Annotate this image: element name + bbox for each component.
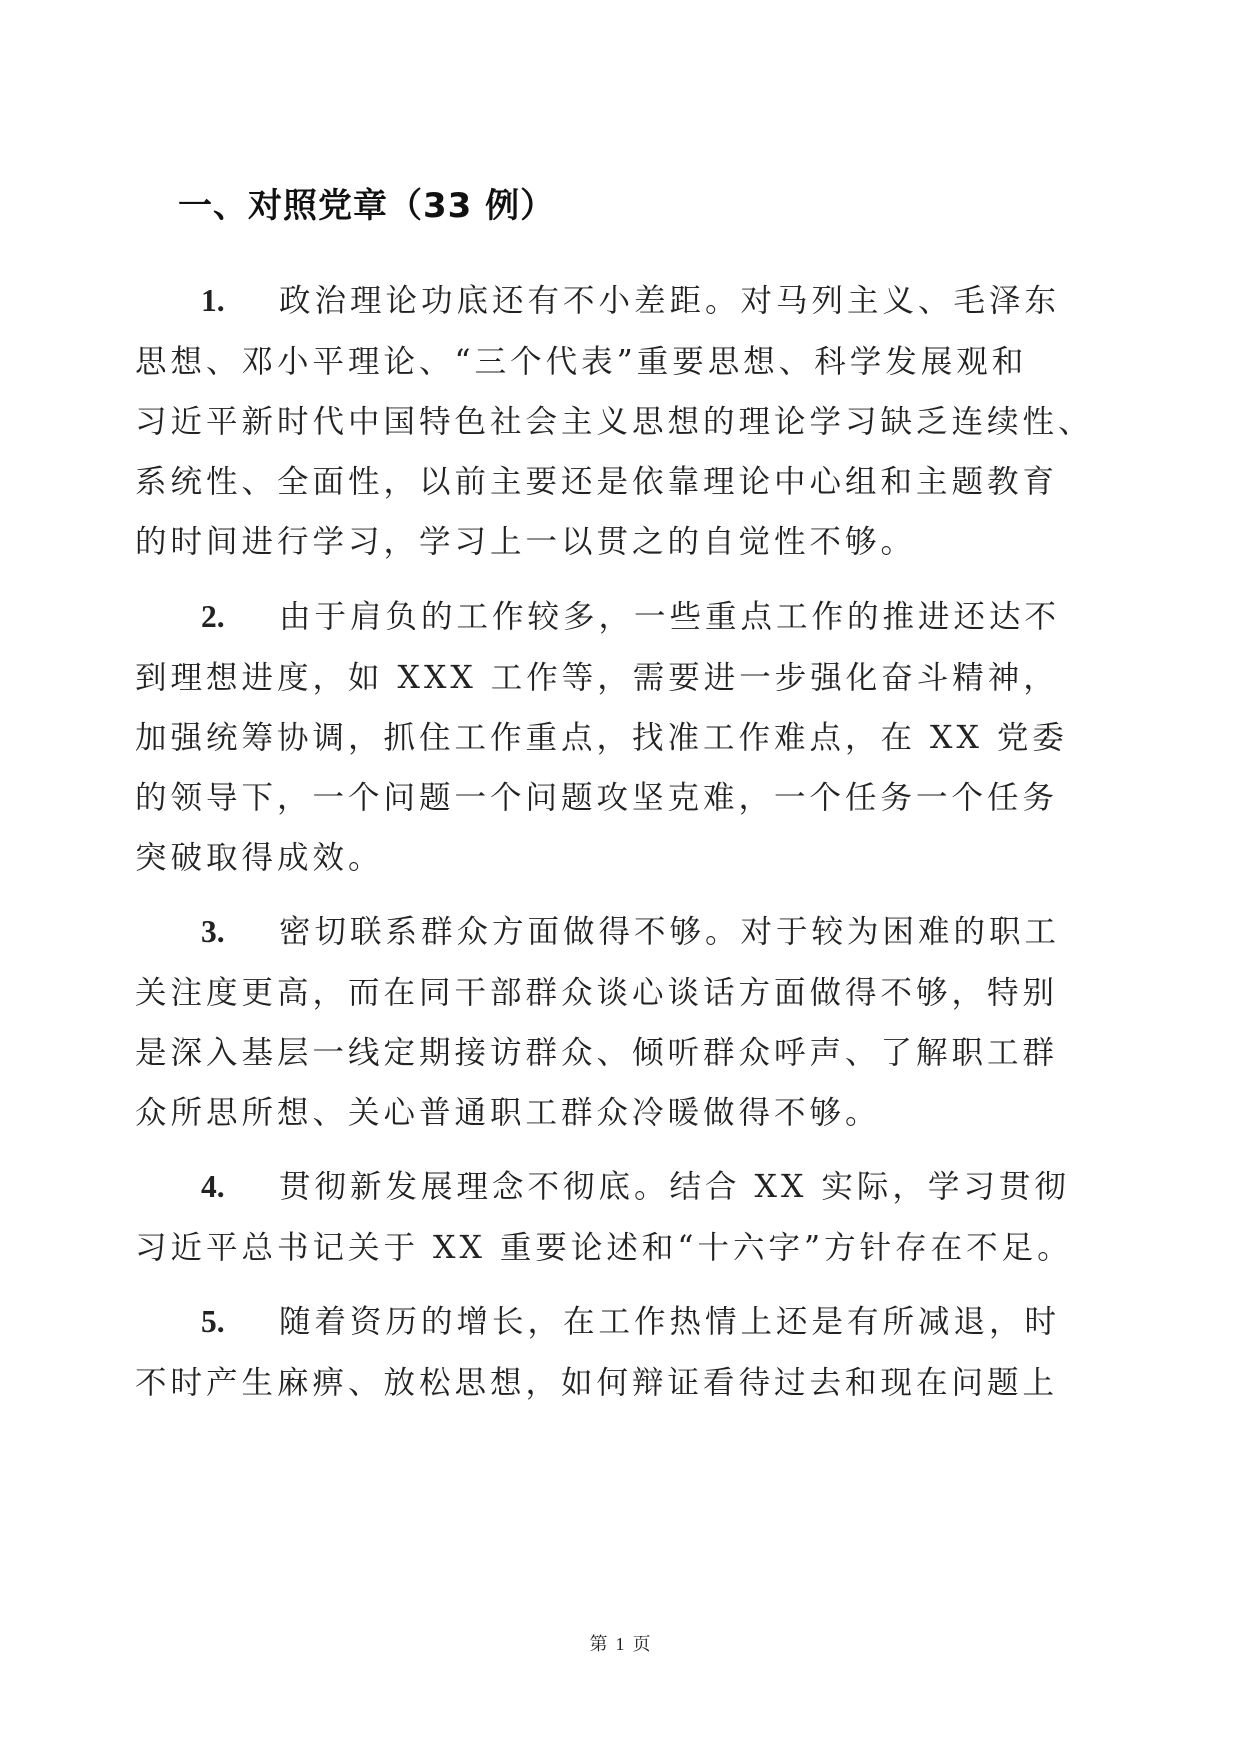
item-1-line-5: 的时间进行学习，学习上一以贯之的自觉性不够。 bbox=[135, 524, 917, 560]
item-3-line-1 bbox=[135, 907, 1195, 952]
item-5-text-1: 随着资历的增长，在工作热情上还是有所减退，时 bbox=[279, 1304, 1061, 1340]
footer-suffix: 页 bbox=[632, 1634, 651, 1655]
item-3-line-4: 众所思所想、关心普通职工群众冷暖做得不够。 bbox=[135, 1095, 881, 1131]
item-5-line-2: 不时产生麻痹、放松思想，如何辩证看待过去和现在问题上 bbox=[135, 1365, 1059, 1401]
item-3-text-1: 密切联系群众方面做得不够。对于较为困难的职工 bbox=[279, 914, 1061, 950]
item-2-line-1 bbox=[135, 592, 1195, 637]
item-2-text-1: 由于肩负的工作较多，一些重点工作的推进还达不 bbox=[279, 599, 1061, 635]
item-2-line-3: 加强统筹协调，抓住工作重点，找准工作难点，在 XX 党委 bbox=[135, 720, 1068, 756]
item-2-line-4: 的领导下，一个问题一个问题攻坚克难，一个任务一个任务 bbox=[135, 780, 1059, 816]
item-4-line-1 bbox=[135, 1162, 1195, 1207]
item-3-line-3: 是深入基层一线定期接访群众、倾听群众呼声、了解职工群 bbox=[135, 1035, 1059, 1071]
item-2-number: 2. bbox=[201, 599, 225, 634]
item-1-line-2: 思想、邓小平理论、“三个代表”重要思想、科学发展观和 bbox=[135, 344, 1028, 380]
item-5-number: 5. bbox=[201, 1304, 225, 1339]
section-heading: 一、对照党章（33 例） bbox=[178, 186, 556, 226]
item-1-line-1 bbox=[135, 276, 1195, 321]
item-3-line-2: 关注度更高，而在同干部群众谈心谈话方面做得不够，特别 bbox=[135, 975, 1059, 1011]
item-1-text-1: 政治理论功底还有不小差距。对马列主义、毛泽东 bbox=[279, 283, 1061, 319]
page-footer bbox=[0, 1630, 1240, 1656]
item-1-line-4: 系统性、全面性，以前主要还是依靠理论中心组和主题教育 bbox=[135, 464, 1059, 500]
item-4-number: 4. bbox=[201, 1169, 225, 1204]
item-4-line-2: 习近平总书记关于 XX 重要论述和“十六字”方针存在不足。 bbox=[135, 1230, 1073, 1266]
item-3-number: 3. bbox=[201, 914, 225, 949]
page-number: 1 bbox=[615, 1634, 625, 1654]
item-5-line-1 bbox=[135, 1297, 1195, 1342]
footer-prefix: 第 bbox=[589, 1634, 608, 1655]
item-1-line-3: 习近平新时代中国特色社会主义思想的理论学习缺乏连续性、 bbox=[135, 404, 1094, 440]
item-4-text-1: 贯彻新发展理念不彻底。结合 XX 实际，学习贯彻 bbox=[279, 1169, 1070, 1205]
item-2-line-2: 到理想进度，如 XXX 工作等，需要进一步强化奋斗精神， bbox=[135, 660, 1059, 696]
item-2-line-5: 突破取得成效。 bbox=[135, 840, 384, 876]
item-1-number: 1. bbox=[201, 283, 225, 318]
